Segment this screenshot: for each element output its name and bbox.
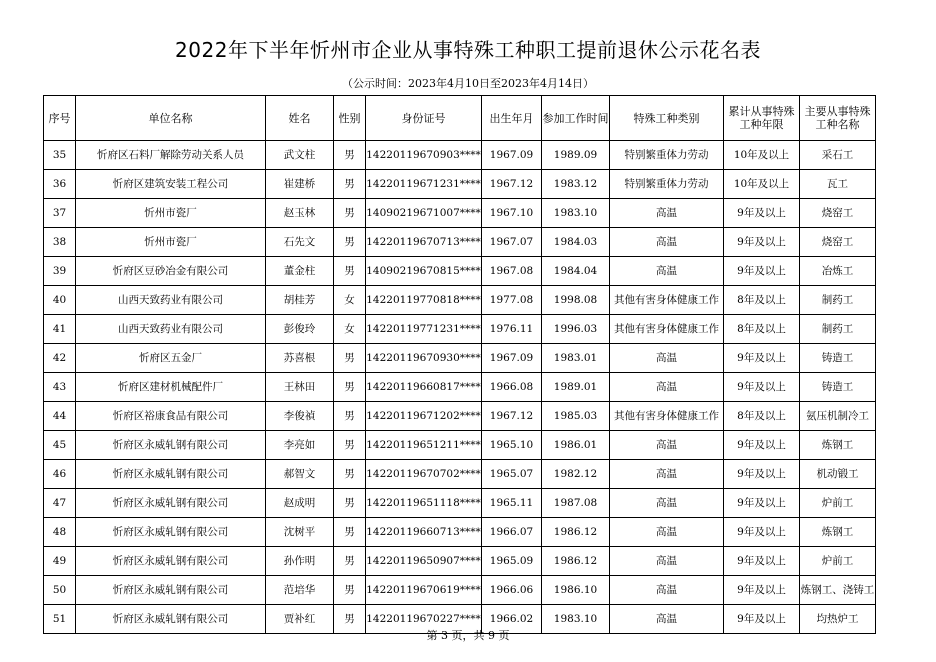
cell-name: 郝智文 xyxy=(266,460,334,489)
cell-gender: 男 xyxy=(334,402,366,431)
cell-employer: 忻府区石料厂解除劳动关系人员 xyxy=(76,141,266,170)
cell-id-number: 14220119670713**** xyxy=(366,228,482,257)
table-row xyxy=(44,460,876,489)
col-header-gender: 性别 xyxy=(334,96,366,141)
cell-birth: 1967.12 xyxy=(482,402,542,431)
cell-id-number: 14220119670619**** xyxy=(366,576,482,605)
cell-birth: 1977.08 xyxy=(482,286,542,315)
cell-id-number: 14220119660713**** xyxy=(366,518,482,547)
cell-category: 高温 xyxy=(610,489,724,518)
table-row xyxy=(44,518,876,547)
col-header-name: 姓名 xyxy=(266,96,334,141)
cell-name: 沈树平 xyxy=(266,518,334,547)
cell-gender: 女 xyxy=(334,286,366,315)
cell-job-type: 瓦工 xyxy=(800,170,876,199)
cell-years: 9年及以上 xyxy=(724,547,800,576)
cell-birth: 1967.09 xyxy=(482,141,542,170)
cell-category: 高温 xyxy=(610,547,724,576)
cell-employer: 忻府区建筑安装工程公司 xyxy=(76,170,266,199)
cell-gender: 女 xyxy=(334,315,366,344)
cell-years: 9年及以上 xyxy=(724,257,800,286)
cell-birth: 1966.08 xyxy=(482,373,542,402)
table-row xyxy=(44,170,876,199)
cell-gender: 男 xyxy=(334,431,366,460)
table-row xyxy=(44,576,876,605)
cell-work-start: 1983.10 xyxy=(542,605,610,634)
cell-category: 高温 xyxy=(610,373,724,402)
cell-category: 高温 xyxy=(610,518,724,547)
cell-job-type: 炼钢工 xyxy=(800,431,876,460)
cell-birth: 1965.11 xyxy=(482,489,542,518)
cell-work-start: 1983.12 xyxy=(542,170,610,199)
cell-years: 9年及以上 xyxy=(724,431,800,460)
col-header-birth: 出生年月 xyxy=(482,96,542,141)
cell-work-start: 1986.01 xyxy=(542,431,610,460)
cell-employer: 忻府区永威轧钢有限公司 xyxy=(76,431,266,460)
cell-job-type: 机动锻工 xyxy=(800,460,876,489)
cell-index: 50 xyxy=(44,576,76,605)
cell-id-number: 14220119670903**** xyxy=(366,141,482,170)
cell-name: 彭俊玲 xyxy=(266,315,334,344)
cell-name: 贾补红 xyxy=(266,605,334,634)
col-header-work-start: 参加工作时间 xyxy=(542,96,610,141)
publication-period: （公示时间：2023年4月10日至2023年4月14日） xyxy=(342,77,594,90)
cell-gender: 男 xyxy=(334,199,366,228)
cell-years: 9年及以上 xyxy=(724,199,800,228)
cell-birth: 1967.12 xyxy=(482,170,542,199)
document-title: 2022年下半年忻州市企业从事特殊工种职工提前退休公示花名表 xyxy=(175,38,761,62)
cell-category: 高温 xyxy=(610,257,724,286)
cell-job-type: 烧窑工 xyxy=(800,199,876,228)
cell-gender: 男 xyxy=(334,547,366,576)
cell-birth: 1967.09 xyxy=(482,344,542,373)
cell-index: 48 xyxy=(44,518,76,547)
cell-job-type: 炼钢工、浇铸工 xyxy=(800,576,876,605)
col-header-years: 累计从事特殊工种年限 xyxy=(724,96,800,141)
cell-id-number: 14220119651118**** xyxy=(366,489,482,518)
cell-years: 9年及以上 xyxy=(724,228,800,257)
cell-name: 石先文 xyxy=(266,228,334,257)
cell-work-start: 1986.10 xyxy=(542,576,610,605)
cell-gender: 男 xyxy=(334,257,366,286)
cell-work-start: 1983.10 xyxy=(542,199,610,228)
cell-category: 高温 xyxy=(610,431,724,460)
cell-category: 高温 xyxy=(610,344,724,373)
cell-years: 9年及以上 xyxy=(724,460,800,489)
cell-birth: 1966.02 xyxy=(482,605,542,634)
table-row xyxy=(44,141,876,170)
cell-id-number: 14220119771231**** xyxy=(366,315,482,344)
table-row xyxy=(44,373,876,402)
cell-birth: 1967.08 xyxy=(482,257,542,286)
cell-id-number: 14090219670815**** xyxy=(366,257,482,286)
cell-gender: 男 xyxy=(334,170,366,199)
cell-id-number: 14220119671231**** xyxy=(366,170,482,199)
cell-id-number: 14090219671007**** xyxy=(366,199,482,228)
col-header-index: 序号 xyxy=(44,96,76,141)
cell-years: 8年及以上 xyxy=(724,286,800,315)
cell-birth: 1967.10 xyxy=(482,199,542,228)
cell-job-type: 采石工 xyxy=(800,141,876,170)
cell-index: 35 xyxy=(44,141,76,170)
cell-category: 特别繁重体力劳动 xyxy=(610,141,724,170)
cell-job-type: 炉前工 xyxy=(800,547,876,576)
cell-gender: 男 xyxy=(334,605,366,634)
cell-work-start: 1987.08 xyxy=(542,489,610,518)
cell-employer: 忻府区永威轧钢有限公司 xyxy=(76,605,266,634)
cell-index: 41 xyxy=(44,315,76,344)
cell-job-type: 炉前工 xyxy=(800,489,876,518)
cell-name: 孙作明 xyxy=(266,547,334,576)
table-row xyxy=(44,286,876,315)
cell-index: 40 xyxy=(44,286,76,315)
cell-years: 9年及以上 xyxy=(724,489,800,518)
cell-category: 高温 xyxy=(610,228,724,257)
cell-name: 崔建桥 xyxy=(266,170,334,199)
cell-job-type: 制药工 xyxy=(800,315,876,344)
cell-id-number: 14220119651211**** xyxy=(366,431,482,460)
cell-index: 46 xyxy=(44,460,76,489)
cell-work-start: 1986.12 xyxy=(542,547,610,576)
cell-index: 51 xyxy=(44,605,76,634)
cell-index: 39 xyxy=(44,257,76,286)
cell-index: 44 xyxy=(44,402,76,431)
cell-job-type: 铸造工 xyxy=(800,373,876,402)
cell-id-number: 14220119670227**** xyxy=(366,605,482,634)
cell-name: 苏喜根 xyxy=(266,344,334,373)
table-row xyxy=(44,228,876,257)
cell-work-start: 1996.03 xyxy=(542,315,610,344)
cell-name: 范培华 xyxy=(266,576,334,605)
cell-job-type: 均热炉工 xyxy=(800,605,876,634)
col-header-job-type: 主要从事特殊工种名称 xyxy=(800,96,876,141)
cell-employer: 忻府区裕康食品有限公司 xyxy=(76,402,266,431)
cell-employer: 忻府区建材机械配件厂 xyxy=(76,373,266,402)
cell-category: 其他有害身体健康工作 xyxy=(610,286,724,315)
cell-employer: 忻府区永威轧钢有限公司 xyxy=(76,460,266,489)
cell-name: 董金柱 xyxy=(266,257,334,286)
cell-job-type: 氨压机制冷工 xyxy=(800,402,876,431)
cell-category: 其他有害身体健康工作 xyxy=(610,315,724,344)
cell-id-number: 14220119650907**** xyxy=(366,547,482,576)
cell-index: 49 xyxy=(44,547,76,576)
cell-work-start: 1986.12 xyxy=(542,518,610,547)
cell-gender: 男 xyxy=(334,344,366,373)
table-row xyxy=(44,547,876,576)
cell-id-number: 14220119670702**** xyxy=(366,460,482,489)
cell-name: 李俊禎 xyxy=(266,402,334,431)
cell-category: 高温 xyxy=(610,199,724,228)
cell-id-number: 14220119671202**** xyxy=(366,402,482,431)
cell-work-start: 1983.01 xyxy=(542,344,610,373)
header-row xyxy=(44,96,876,141)
cell-work-start: 1989.01 xyxy=(542,373,610,402)
cell-gender: 男 xyxy=(334,373,366,402)
cell-years: 9年及以上 xyxy=(724,344,800,373)
cell-gender: 男 xyxy=(334,489,366,518)
cell-employer: 忻州市瓷厂 xyxy=(76,228,266,257)
cell-employer: 忻府区五金厂 xyxy=(76,344,266,373)
cell-id-number: 14220119660817**** xyxy=(366,373,482,402)
cell-job-type: 炼钢工 xyxy=(800,518,876,547)
cell-birth: 1967.07 xyxy=(482,228,542,257)
cell-gender: 男 xyxy=(334,518,366,547)
cell-work-start: 1984.04 xyxy=(542,257,610,286)
cell-name: 王林田 xyxy=(266,373,334,402)
cell-employer: 忻府区豆砂冶金有限公司 xyxy=(76,257,266,286)
cell-employer: 忻府区永威轧钢有限公司 xyxy=(76,518,266,547)
table-row xyxy=(44,431,876,460)
cell-work-start: 1989.09 xyxy=(542,141,610,170)
col-header-category: 特殊工种类别 xyxy=(610,96,724,141)
cell-job-type: 冶炼工 xyxy=(800,257,876,286)
cell-birth: 1976.11 xyxy=(482,315,542,344)
cell-years: 9年及以上 xyxy=(724,605,800,634)
cell-category: 其他有害身体健康工作 xyxy=(610,402,724,431)
cell-employer: 忻府区永威轧钢有限公司 xyxy=(76,489,266,518)
cell-category: 高温 xyxy=(610,576,724,605)
cell-employer: 忻州市瓷厂 xyxy=(76,199,266,228)
cell-name: 李亮如 xyxy=(266,431,334,460)
cell-job-type: 烧窑工 xyxy=(800,228,876,257)
cell-name: 赵成明 xyxy=(266,489,334,518)
cell-employer: 忻府区永威轧钢有限公司 xyxy=(76,547,266,576)
cell-id-number: 14220119770818**** xyxy=(366,286,482,315)
cell-gender: 男 xyxy=(334,460,366,489)
table-row xyxy=(44,199,876,228)
cell-birth: 1966.06 xyxy=(482,576,542,605)
cell-birth: 1965.07 xyxy=(482,460,542,489)
cell-job-type: 制药工 xyxy=(800,286,876,315)
cell-category: 高温 xyxy=(610,460,724,489)
cell-years: 10年及以上 xyxy=(724,141,800,170)
cell-years: 9年及以上 xyxy=(724,373,800,402)
cell-gender: 男 xyxy=(334,576,366,605)
cell-index: 45 xyxy=(44,431,76,460)
table-row xyxy=(44,402,876,431)
cell-index: 36 xyxy=(44,170,76,199)
roster-table xyxy=(43,95,876,634)
cell-birth: 1965.10 xyxy=(482,431,542,460)
cell-birth: 1966.07 xyxy=(482,518,542,547)
col-header-employer: 单位名称 xyxy=(76,96,266,141)
cell-category: 特别繁重体力劳动 xyxy=(610,170,724,199)
cell-work-start: 1985.03 xyxy=(542,402,610,431)
cell-work-start: 1982.12 xyxy=(542,460,610,489)
cell-birth: 1965.09 xyxy=(482,547,542,576)
cell-job-type: 铸造工 xyxy=(800,344,876,373)
cell-category: 高温 xyxy=(610,605,724,634)
cell-gender: 男 xyxy=(334,228,366,257)
cell-employer: 忻府区永威轧钢有限公司 xyxy=(76,576,266,605)
cell-index: 47 xyxy=(44,489,76,518)
cell-work-start: 1984.03 xyxy=(542,228,610,257)
cell-years: 8年及以上 xyxy=(724,315,800,344)
cell-id-number: 14220119670930**** xyxy=(366,344,482,373)
page-number: 第 3 页，共 9 页 xyxy=(426,629,510,642)
cell-index: 43 xyxy=(44,373,76,402)
table-row xyxy=(44,344,876,373)
cell-name: 胡桂芳 xyxy=(266,286,334,315)
cell-years: 8年及以上 xyxy=(724,402,800,431)
table-row xyxy=(44,489,876,518)
cell-index: 37 xyxy=(44,199,76,228)
cell-work-start: 1998.08 xyxy=(542,286,610,315)
cell-employer: 山西天致药业有限公司 xyxy=(76,286,266,315)
cell-gender: 男 xyxy=(334,141,366,170)
cell-index: 38 xyxy=(44,228,76,257)
cell-name: 赵玉林 xyxy=(266,199,334,228)
cell-years: 10年及以上 xyxy=(724,170,800,199)
table-row xyxy=(44,315,876,344)
cell-years: 9年及以上 xyxy=(724,576,800,605)
cell-employer: 山西天致药业有限公司 xyxy=(76,315,266,344)
col-header-id-number: 身份证号 xyxy=(366,96,482,141)
cell-index: 42 xyxy=(44,344,76,373)
cell-years: 9年及以上 xyxy=(724,518,800,547)
table-row xyxy=(44,257,876,286)
cell-name: 武文柱 xyxy=(266,141,334,170)
